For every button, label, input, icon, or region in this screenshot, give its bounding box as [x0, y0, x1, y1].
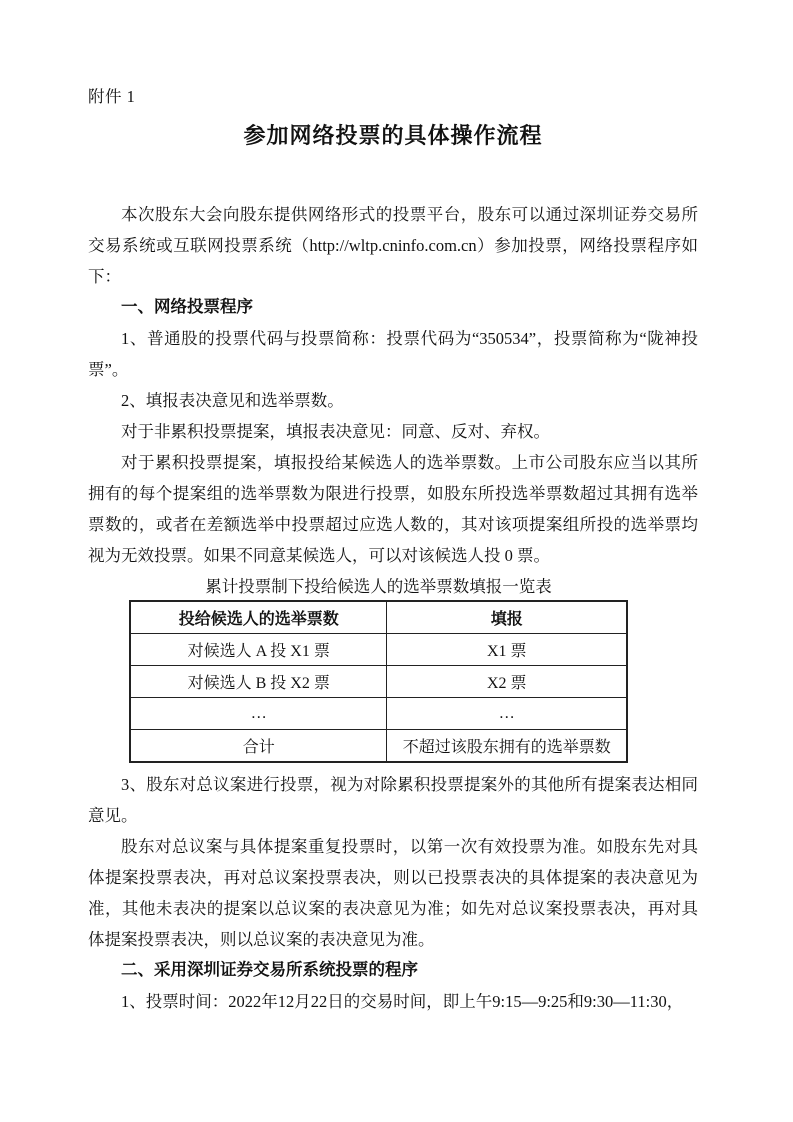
table-cell: …	[387, 698, 627, 730]
table-cell: 对候选人 B 投 X2 票	[130, 666, 387, 698]
paragraph-non-cumulative: 对于非累积投票提案，填报表决意见：同意、反对、弃权。	[121, 422, 550, 441]
section2-heading: 二、采用深圳证券交易所系统投票的程序	[121, 961, 418, 979]
table-header-votes: 投给候选人的选举票数	[130, 601, 387, 634]
table-row-candidate-a	[130, 634, 627, 666]
paragraph-cumulative: 对于累积投票提案，填报投给某候选人的选举票数。上市公司股东应当以其所拥有的每个提案组的选举票数为限进行投票，如股东所投选举票数超过其拥有选举票数的，或者在差额选举中投票超过应选人数的，其对该项提案组所投的选举票均视为无效投票。如果不同意某候选人，可以对该候选人投 0 票。	[88, 453, 698, 565]
paragraph-voting-time: 1、投票时间：2022年12月22日的交易时间，即上午9:15—9:25和9:30—11:30，	[121, 992, 684, 1011]
paragraph-voting-code: 1、普通股的投票代码与投票简称：投票代码为“350534”，投票简称为“陇神投票”。	[88, 329, 698, 379]
table-cell: X1 票	[387, 634, 627, 666]
table-header-fill: 填报	[387, 601, 627, 634]
section1-heading: 一、网络投票程序	[121, 298, 253, 316]
table-cell: 不超过该股东拥有的选举票数	[387, 730, 627, 763]
paragraph-duplicate-voting: 股东对总议案与具体提案重复投票时，以第一次有效投票为准。如股东先对具体提案投票表决，再对总议案投票表决，则以已投票表决的具体提案的表决意见为准，其他未表决的提案以总议案的表决意见为准；如先对总议案投票表决，再对具体提案投票表决，则以总议案的表决意见为准。	[88, 837, 698, 949]
table-row-ellipsis	[130, 698, 627, 730]
document-title: 参加网络投票的具体操作流程	[243, 123, 543, 148]
vote-table	[129, 600, 628, 763]
paragraph-fill-in-votes: 2、填报表决意见和选举票数。	[121, 391, 344, 410]
table-cell: 对候选人 A 投 X1 票	[130, 634, 387, 666]
document-content	[88, 88, 698, 1017]
paragraph-general-proposal: 3、股东对总议案进行投票，视为对除累积投票提案外的其他所有提案表达相同意见。	[88, 775, 698, 825]
table-row-candidate-b	[130, 666, 627, 698]
table-row-total	[130, 730, 627, 763]
table-cell: X2 票	[387, 666, 627, 698]
table-header-row	[130, 601, 627, 634]
paragraph-intro: 本次股东大会向股东提供网络形式的投票平台，股东可以通过深圳证券交易所交易系统或互联网投票系统（http://wltp.cninfo.com.cn）参加投票，网络投票程序如下：	[88, 205, 698, 286]
attachment-label: 附件 1	[88, 87, 136, 106]
table-cell: …	[130, 698, 387, 730]
table-cell: 合计	[130, 730, 387, 763]
table-caption: 累计投票制下投给候选人的选举票数填报一览表	[205, 577, 552, 596]
